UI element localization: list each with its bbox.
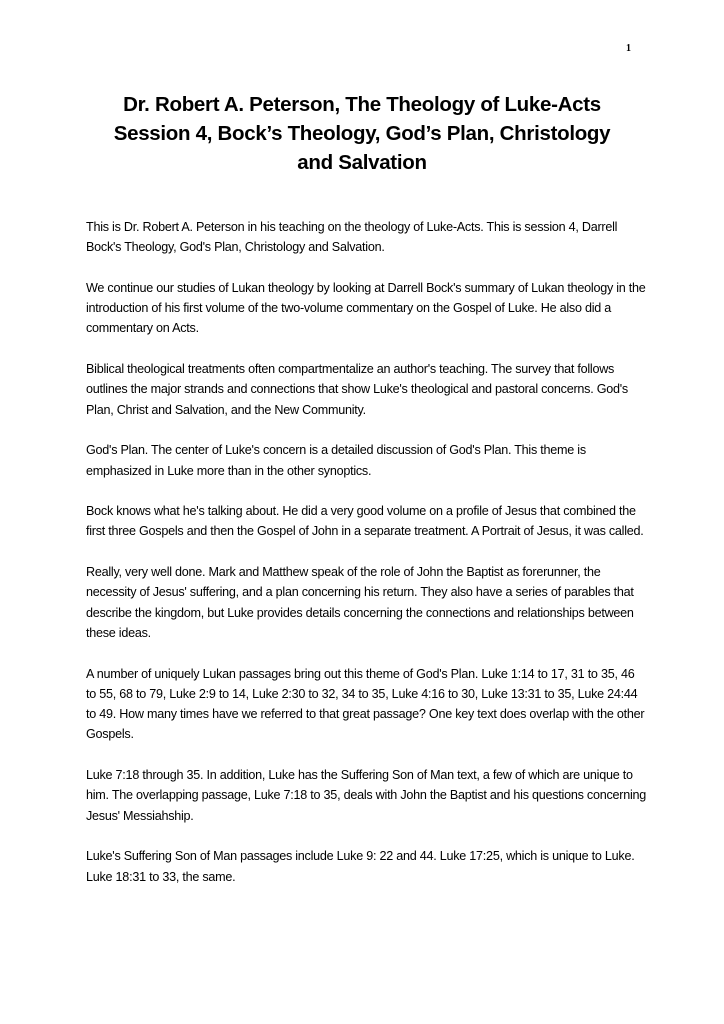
document-title (84, 90, 640, 177)
paragraph-8: Luke 7:18 through 35. In addition, Luke has the Suffering Son of Man text, a few of which are unique to him. The overlapping passage, Luke 7:18 to 35, deals with John the Baptist and his questions concerning Jesus' Messiahship. (86, 768, 647, 823)
paragraph-1: This is Dr. Robert A. Peterson in his teaching on the theology of Luke-Acts. This is session 4, Darrell Bock's Theology, God's Plan, Christology and Salvation. (86, 220, 618, 255)
page-number: 1 (626, 43, 631, 54)
title-line-2: Session 4, Bock’s Theology, God’s Plan, Christology (113, 122, 611, 145)
paragraph-5: Bock knows what he's talking about. He did a very good volume on a profile of Jesus that combined the first three Gospels and then the Gospel of John in a separate treatment. A Portrait of Jesus, it was called. (86, 504, 644, 539)
document-body (86, 217, 646, 907)
paragraph-2: We continue our studies of Lukan theology by looking at Darrell Bock's summary of Lukan theology in the introduction of his first volume of the two-volume commentary on the Gospel of Luke. He also did a commentary on Acts. (86, 280, 646, 336)
paragraph-7: A number of uniquely Lukan passages bring out this theme of God's Plan. Luke 1:14 to 17, 31 to 35, 46 to 55, 68 to 79, Luke 2:9 to 14, Luke 2:30 to 32, 34 to 35, Luke 4:16 to 30, Luke 13:31 to 35, Luke 24:44 to 49. How many times have we referred to that great passage? One key text does overlap with the other Gospels. (86, 666, 645, 742)
paragraph-4: God's Plan. The center of Luke's concern is a detailed discussion of God's Plan. This theme is emphasized in Luke more than in the other synoptics. (86, 443, 586, 478)
title-line-3: and Salvation (297, 151, 427, 174)
paragraph-9: Luke's Suffering Son of Man passages include Luke 9: 22 and 44. Luke 17:25, which is unique to Luke. Luke 18:31 to 33, the same. (86, 849, 635, 884)
paragraph-3: Biblical theological treatments often compartmentalize an author's teaching. The survey that follows outlines the major strands and connections that show Luke's theological and pastoral concerns. God's Plan, Christ and Salvation, and the New Community. (86, 362, 628, 417)
title-line-1: Dr. Robert A. Peterson, The Theology of Luke-Acts (123, 93, 601, 116)
paragraph-6: Really, very well done. Mark and Matthew speak of the role of John the Baptist as forerunner, the necessity of Jesus' suffering, and a plan concerning his return. They also have a series of parables that describe the kingdom, but Luke provides details concerning the connections and relationships between these ideas. (86, 565, 634, 640)
